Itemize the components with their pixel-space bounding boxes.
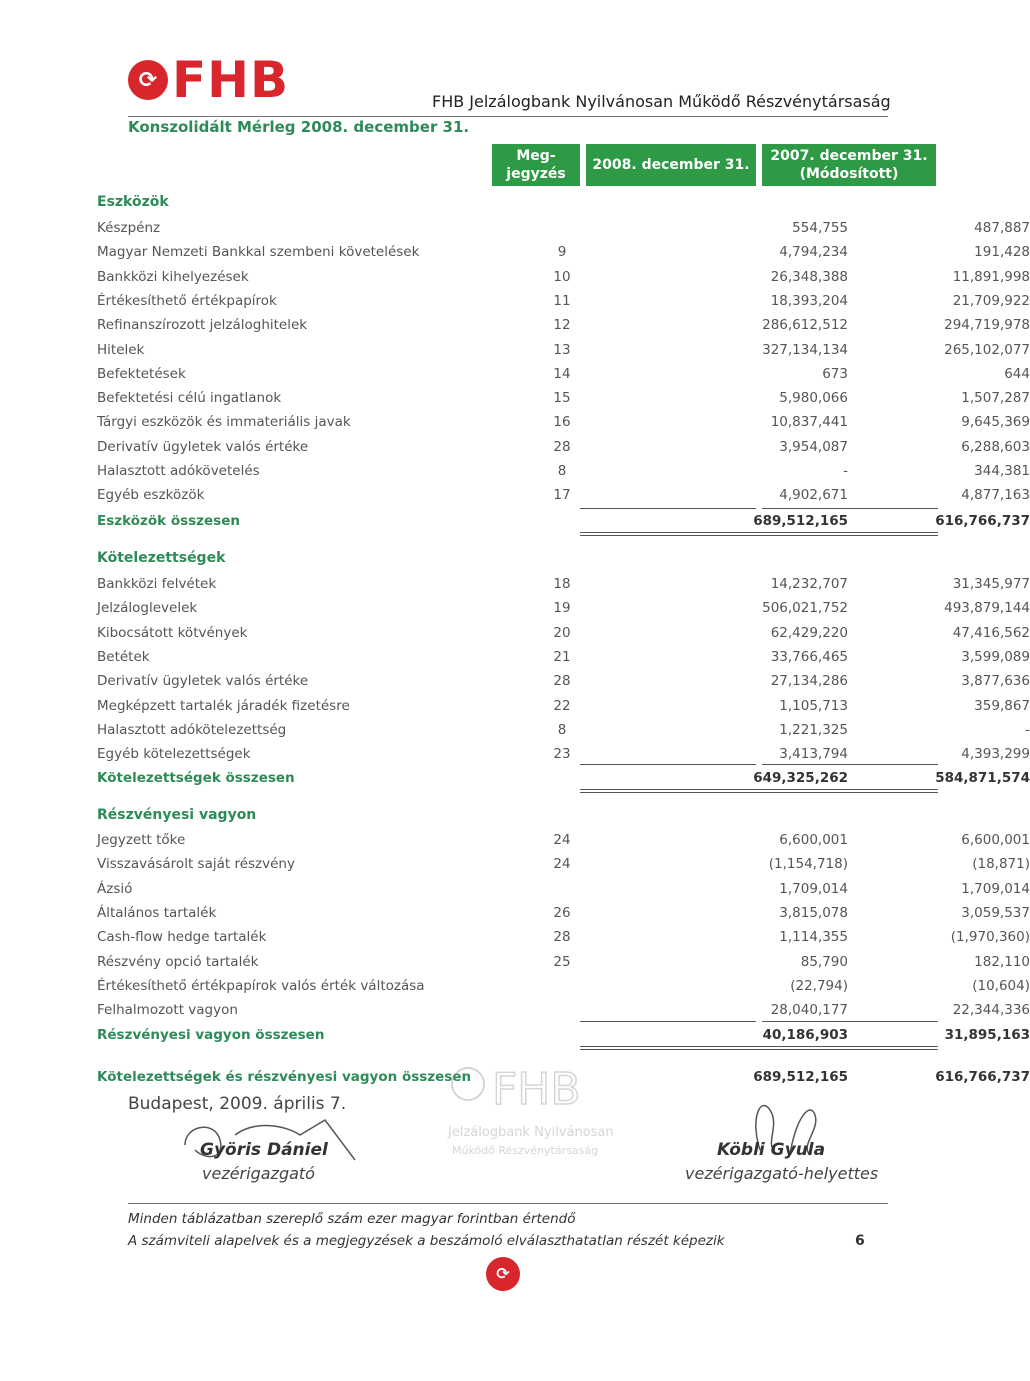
table-row <box>97 648 1030 673</box>
row-note: 28 <box>553 929 571 946</box>
row-value-2008: 673 <box>822 365 848 382</box>
note-header-line1: Meg- <box>516 148 556 164</box>
row-value-2008: 10,837,441 <box>770 414 848 431</box>
row-note: 17 <box>553 487 571 504</box>
place-and-date: Budapest, 2009. április 7. <box>128 1094 347 1114</box>
row-label: Cash-flow hedge tartalék <box>97 929 267 946</box>
row-value-2008: 4,794,234 <box>779 244 848 261</box>
row-value-2007: 4,393,299 <box>961 746 1030 763</box>
table-row <box>97 390 1030 414</box>
row-note: 18 <box>553 576 571 592</box>
total-double-rule <box>580 1049 938 1050</box>
row-label: Megképzett tartalék járadék fizetésre <box>97 697 350 714</box>
row-value-2008: 3,815,078 <box>779 904 848 921</box>
row-label: Felhalmozott vagyon <box>97 1002 238 1019</box>
table-row <box>97 341 1030 366</box>
left-signer-name: Györis Dániel <box>200 1140 328 1160</box>
fhb-logo-icon: ⟳ <box>128 60 168 100</box>
right-signer-title: vezérigazgató-helyettes <box>685 1164 879 1183</box>
table-row <box>97 832 1030 856</box>
row-label: Egyéb kötelezettségek <box>97 746 251 763</box>
row-value-2008: 1,105,713 <box>779 697 848 714</box>
row-label: Bankközi felvétek <box>97 576 217 592</box>
column-2007-line1: 2007. december 31. <box>770 148 928 164</box>
svg-text:Jelzálogbank Nyilvánosan: Jelzálogbank Nyilvánosan <box>448 1125 614 1140</box>
table-row <box>97 576 1030 600</box>
footnote-currency: Minden táblázatban szereplő szám ezer magyar forintban értendő <box>128 1211 576 1227</box>
note-header-line2: jegyzés <box>506 166 566 182</box>
row-value-2007: 3,059,537 <box>961 904 1030 921</box>
row-value-2008: - <box>843 463 848 479</box>
row-value-2007: 487,887 <box>974 220 1030 236</box>
row-label: Betétek <box>97 648 150 665</box>
row-note: 8 <box>557 463 567 479</box>
table-row <box>97 904 1030 929</box>
row-note: 8 <box>557 721 567 738</box>
row-label: Ázsió <box>97 880 133 897</box>
table-row <box>97 463 1030 487</box>
subtotal-rule-2007 <box>762 764 938 765</box>
column-2007-header <box>762 144 936 186</box>
row-note: 10 <box>553 268 571 285</box>
subtotal-rule-2008 <box>580 764 756 765</box>
row-note: 21 <box>553 648 571 665</box>
table-row <box>97 244 1030 268</box>
table-row <box>97 317 1030 341</box>
document-title: Konszolidált Mérleg 2008. december 31. <box>128 118 470 136</box>
grand-total-2008: 689,512,165 <box>753 1069 848 1085</box>
note-column-header <box>492 144 580 186</box>
row-value-2008: 85,790 <box>800 953 848 970</box>
footer-divider <box>128 1203 888 1204</box>
total-double-rule <box>580 792 938 793</box>
row-label: Bankközi kihelyezések <box>97 268 249 285</box>
equity-section-title: Részvényesi vagyon <box>97 807 257 823</box>
row-value-2007: 1,507,287 <box>961 390 1030 407</box>
total-double-rule <box>580 789 938 790</box>
row-value-2008: (22,794) <box>790 977 848 994</box>
subtotal-rule-2007 <box>762 508 938 509</box>
total-label: Kötelezettségek összesen <box>97 770 295 786</box>
row-value-2007: 344,381 <box>974 463 1030 479</box>
row-note: 28 <box>553 438 571 455</box>
row-note: 26 <box>553 904 571 921</box>
row-value-2008: 1,709,014 <box>779 880 848 897</box>
row-label: Halasztott adókötelezettség <box>97 721 287 738</box>
row-label: Kibocsátott kötvények <box>97 624 248 641</box>
row-note: 13 <box>553 341 571 358</box>
row-value-2008: (1,154,718) <box>768 856 848 873</box>
table-row <box>97 697 1030 722</box>
table-row <box>97 220 1030 244</box>
row-value-2007: (10,604) <box>972 977 1030 994</box>
assets-total-row <box>97 513 1030 537</box>
row-label: Magyar Nemzeti Bankkal szembeni követelések <box>97 244 420 261</box>
row-value-2007: 21,709,922 <box>952 292 1030 309</box>
row-note: 12 <box>553 317 571 334</box>
row-value-2007: 1,709,014 <box>961 880 1030 897</box>
row-note: 24 <box>553 856 571 873</box>
row-value-2007: 359,867 <box>974 697 1030 714</box>
table-row <box>97 953 1030 978</box>
row-label: Készpénz <box>97 220 161 236</box>
row-note: 16 <box>553 414 571 431</box>
row-value-2007: 182,110 <box>974 953 1030 970</box>
row-value-2007: 6,600,001 <box>961 832 1030 848</box>
row-value-2008: 33,766,465 <box>770 648 848 665</box>
table-row <box>97 856 1030 880</box>
table-row <box>97 977 1030 1002</box>
assets-section-title: Eszközök <box>97 194 169 210</box>
row-value-2008: 3,954,087 <box>779 438 848 455</box>
row-value-2008: 5,980,066 <box>779 390 848 407</box>
table-row <box>97 746 1030 770</box>
total-value-2008: 649,325,262 <box>753 770 848 786</box>
table-row <box>97 414 1030 438</box>
row-label: Refinanszírozott jelzáloghitelek <box>97 317 308 334</box>
company-stamp <box>448 1058 628 1168</box>
row-label: Befektetési célú ingatlanok <box>97 390 282 407</box>
row-label: Hitelek <box>97 341 145 358</box>
row-label: Visszavásárolt saját részvény <box>97 856 295 873</box>
row-label: Jegyzett tőke <box>97 832 186 848</box>
row-note: 20 <box>553 624 571 641</box>
grand-total-2007: 616,766,737 <box>935 1069 1030 1085</box>
fhb-footer-logo-icon: ⟳ <box>486 1257 520 1291</box>
row-label: Tárgyi eszközök és immateriális javak <box>97 414 351 431</box>
total-value-2007: 31,895,163 <box>944 1027 1030 1043</box>
table-row <box>97 673 1030 697</box>
page-number: 6 <box>855 1233 865 1249</box>
row-value-2008: 4,902,671 <box>779 487 848 504</box>
row-value-2007: 265,102,077 <box>944 341 1030 358</box>
header-divider <box>128 116 888 117</box>
row-label: Derivatív ügyletek valós értéke <box>97 438 309 455</box>
row-label: Értékesíthető értékpapírok valós érték változása <box>97 977 425 994</box>
total-double-rule <box>580 535 938 536</box>
table-row <box>97 600 1030 624</box>
row-note: 14 <box>553 365 571 382</box>
row-value-2007: 9,645,369 <box>961 414 1030 431</box>
row-note: 24 <box>553 832 571 848</box>
row-value-2007: - <box>1025 721 1030 738</box>
row-value-2007: 11,891,998 <box>952 268 1030 285</box>
row-value-2007: 4,877,163 <box>961 487 1030 504</box>
row-note: 11 <box>553 292 571 309</box>
row-note: 28 <box>553 673 571 690</box>
footnote-integral: A számviteli alapelvek és a megjegyzések a beszámoló elválaszthatatlan részét képezik <box>128 1233 725 1249</box>
row-note: 25 <box>553 953 571 970</box>
row-label: Általános tartalék <box>97 904 217 921</box>
svg-text:FHB: FHB <box>492 1064 581 1115</box>
row-label: Halasztott adókövetelés <box>97 463 260 479</box>
table-row <box>97 624 1030 649</box>
liabilities-total-row <box>97 770 1030 794</box>
row-value-2007: 493,879,144 <box>944 600 1030 617</box>
total-value-2008: 40,186,903 <box>762 1027 848 1043</box>
row-value-2008: 27,134,286 <box>770 673 848 690</box>
row-note: 22 <box>553 697 571 714</box>
column-2007-line2: (Módosított) <box>799 166 899 182</box>
table-row <box>97 880 1030 905</box>
column-2008-header <box>586 144 756 186</box>
equity-total-row <box>97 1027 1030 1051</box>
row-value-2008: 506,021,752 <box>762 600 848 617</box>
row-note: 23 <box>553 746 571 763</box>
left-signer-title: vezérigazgató <box>202 1164 315 1183</box>
table-row <box>97 438 1030 463</box>
row-value-2008: 554,755 <box>792 220 848 236</box>
company-name: FHB Jelzálogbank Nyilvánosan Működő Részvénytársaság <box>432 92 891 111</box>
row-value-2007: 191,428 <box>974 244 1030 261</box>
row-label: Részvény opció tartalék <box>97 953 259 970</box>
logo-text: FHB <box>172 51 290 109</box>
liabilities-section-title: Kötelezettségek <box>97 550 226 566</box>
row-value-2008: 18,393,204 <box>770 292 848 309</box>
row-label: Értékesíthető értékpapírok <box>97 292 277 309</box>
row-value-2008: 327,134,134 <box>762 341 848 358</box>
row-value-2008: 62,429,220 <box>770 624 848 641</box>
row-note: 15 <box>553 390 571 407</box>
column-2008-label: 2008. december 31. <box>592 157 750 173</box>
subtotal-rule-2007 <box>762 1021 938 1022</box>
row-value-2008: 1,221,325 <box>779 721 848 738</box>
row-value-2008: 28,040,177 <box>770 1002 848 1019</box>
row-value-2007: (18,871) <box>972 856 1030 873</box>
total-label: Részvényesi vagyon összesen <box>97 1027 325 1043</box>
row-value-2007: 3,599,089 <box>961 648 1030 665</box>
row-note: 9 <box>557 244 567 261</box>
row-value-2007: 47,416,562 <box>952 624 1030 641</box>
row-value-2007: 6,288,603 <box>961 438 1030 455</box>
svg-text:Működő Részvénytársaság: Működő Részvénytársaság <box>452 1144 599 1157</box>
row-value-2007: 31,345,977 <box>952 576 1030 592</box>
row-value-2007: 3,877,636 <box>961 673 1030 690</box>
row-note: 19 <box>553 600 571 617</box>
row-value-2007: 22,344,336 <box>952 1002 1030 1019</box>
row-label: Egyéb eszközök <box>97 487 205 504</box>
table-row <box>97 268 1030 293</box>
row-value-2008: 286,612,512 <box>762 317 848 334</box>
row-label: Derivatív ügyletek valós értéke <box>97 673 309 690</box>
table-row <box>97 1002 1030 1026</box>
row-value-2007: (1,970,360) <box>950 929 1030 946</box>
total-value-2007: 584,871,574 <box>935 770 1030 786</box>
total-double-rule <box>580 532 938 533</box>
row-value-2008: 26,348,388 <box>770 268 848 285</box>
subtotal-rule-2008 <box>580 508 756 509</box>
grand-total-label: Kötelezettségek és részvényesi vagyon összesen <box>97 1069 472 1085</box>
total-double-rule <box>580 1046 938 1047</box>
row-value-2008: 1,114,355 <box>779 929 848 946</box>
row-value-2007: 644 <box>1004 365 1030 382</box>
table-row <box>97 929 1030 953</box>
subtotal-rule-2008 <box>580 1021 756 1022</box>
total-label: Eszközök összesen <box>97 513 240 529</box>
total-value-2008: 689,512,165 <box>753 513 848 529</box>
right-signer-name: Köbli Gyula <box>717 1140 826 1160</box>
row-label: Befektetések <box>97 365 186 382</box>
table-row <box>97 365 1030 390</box>
row-value-2008: 14,232,707 <box>770 576 848 592</box>
row-label: Jelzáloglevelek <box>97 600 198 617</box>
table-row <box>97 721 1030 746</box>
row-value-2007: 294,719,978 <box>944 317 1030 334</box>
table-row <box>97 292 1030 317</box>
total-value-2007: 616,766,737 <box>935 513 1030 529</box>
row-value-2008: 3,413,794 <box>779 746 848 763</box>
row-value-2008: 6,600,001 <box>779 832 848 848</box>
fhb-logo <box>128 51 290 109</box>
